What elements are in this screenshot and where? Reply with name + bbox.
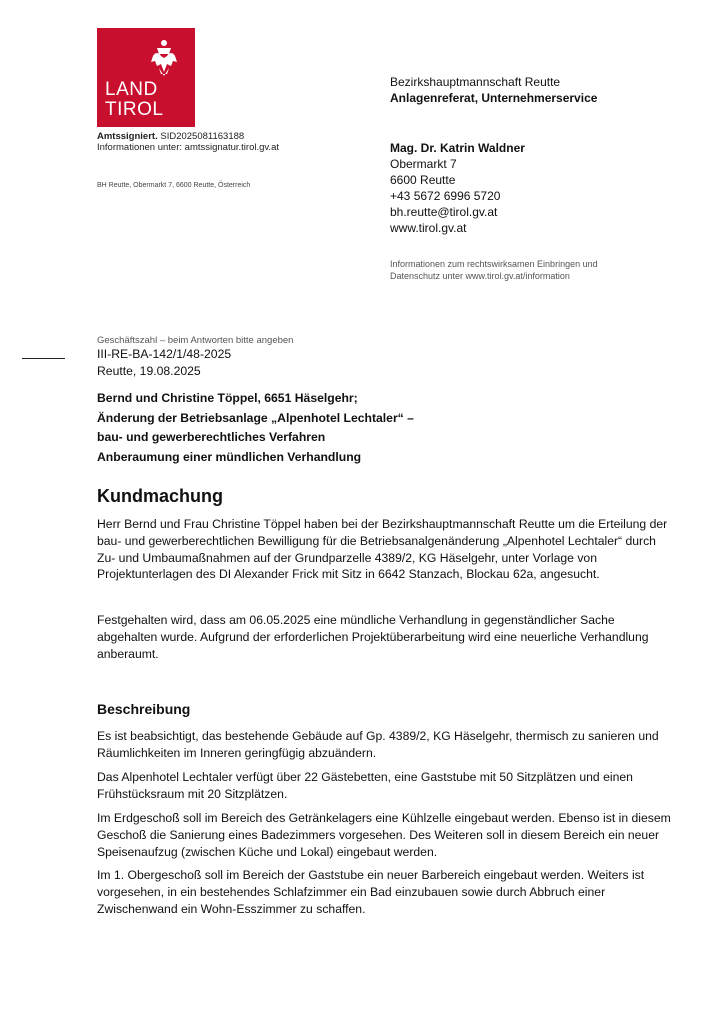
contact-phone: +43 5672 6996 5720: [390, 189, 501, 203]
subject-line: Anberaumung einer mündlichen Verhandlung: [97, 449, 362, 464]
signature-info: Informationen unter: amtssignatur.tirol.gv.at: [97, 142, 279, 153]
text-line: Zu- und Umbaumaßnahmen auf der Grundparzelle 4389/2, KG Häselgehr, unter Vorlage von: [97, 550, 597, 565]
text-line: Projektunterlagen des DI Alexander Frick mit Sitz in 6642 Stanzach, Blockau 62a, angesucht.: [97, 567, 600, 582]
description-paragraph-2: [97, 769, 633, 803]
contact-block: [390, 140, 525, 236]
section-title: Beschreibung: [97, 701, 191, 717]
text-line: abgehalten wurde. Aufgrund der erforderlichen Projektüberarbeitung wird eine neuerliche Verhandlung: [97, 629, 649, 644]
document-title: Kundmachung: [97, 486, 223, 506]
text-line: Im 1. Obergeschoß soll im Bereich der Gaststube ein neuer Barbereich eingebaut werden. Weiters ist: [97, 868, 645, 882]
subject-line: bau- und gewerberechtliches Verfahren: [97, 430, 326, 444]
authority-department: Anlagenreferat, Unternehmerservice: [390, 91, 598, 105]
text-line: Festgehalten wird, dass am 06.05.2025 eine mündliche Verhandlung in gegenständlicher Sache: [97, 613, 615, 627]
intro-paragraph: [97, 516, 667, 583]
reference-date: Reutte, 19.08.2025: [97, 363, 201, 378]
subject-line: Änderung der Betriebsanlage „Alpenhotel Lechtaler“ –: [97, 410, 414, 425]
authority-name: Bezirkshauptmannschaft Reutte: [390, 75, 561, 89]
text-line: Zwischenwand ein Wohn-Esszimmer zu schaffen.: [97, 901, 366, 916]
text-line: bau- und gewerberechtlichen Bewilligung für die Betriebsanalgenänderung „Alpenhotel Lechtaler“ durch: [97, 533, 656, 548]
text-line: vorgesehen, in ein bestehendes Schlafzimmer ein Bad einzubauen sowie durch Abbruch einer: [97, 884, 606, 899]
reference-number: III-RE-BA-142/1/48-2025: [97, 347, 232, 361]
privacy-note-line-2: Datenschutz unter www.tirol.gv.at/information: [390, 271, 570, 281]
contact-web[interactable]: www.tirol.gv.at: [390, 221, 467, 235]
text-line: Es ist beabsichtigt, das bestehende Gebäude auf Gp. 4389/2, KG Häselgehr, thermisch zu sanieren und: [97, 729, 659, 743]
description-paragraph-4: [97, 867, 644, 917]
signature-label: Amtssigniert.: [97, 131, 158, 142]
privacy-note: [390, 258, 598, 282]
subject-block: [97, 389, 414, 467]
subject-line: Bernd und Christine Töppel, 6651 Häselgehr;: [97, 391, 358, 405]
text-line: Speisenaufzug (zwischen Küche und Lokal) eingebaut werden.: [97, 844, 438, 859]
authority-block: [390, 74, 597, 106]
contact-person: Mag. Dr. Katrin Waldner: [390, 141, 525, 155]
description-paragraph-3: [97, 810, 671, 860]
logo-line-1: LAND: [105, 79, 158, 100]
description-paragraph-1: [97, 728, 659, 762]
text-line: Frühstücksraum mit 20 Sitzplätzen.: [97, 786, 288, 801]
text-line: anberaumt.: [97, 646, 159, 661]
logo-line-2: TIROL: [105, 99, 164, 120]
contact-email[interactable]: bh.reutte@tirol.gv.at: [390, 205, 498, 219]
land-tirol-logo: [97, 28, 195, 127]
signature-block: [97, 131, 279, 153]
sender-address-line: BH Reutte, Obermarkt 7, 6600 Reutte, Österreich: [97, 182, 251, 189]
reference-block: [97, 346, 231, 380]
text-line: Das Alpenhotel Lechtaler verfügt über 22 Gästebetten, eine Gaststube mit 50 Sitzplätzen und einen: [97, 770, 633, 784]
note-paragraph: [97, 612, 649, 662]
fold-mark: [22, 358, 65, 359]
reference-label: Geschäftszahl – beim Antworten bitte angeben: [97, 335, 294, 346]
text-line: Geschoß die Sanierung eines Badezimmers vorgesehen. Des Weiteren soll in diesem Bereich ein neuer: [97, 827, 660, 842]
text-line: Im Erdgeschoß soll im Bereich des Getränkelagers eine Kühlzelle eingebaut werden. Ebenso ist in diesem: [97, 811, 671, 825]
contact-city: 6600 Reutte: [390, 173, 456, 187]
privacy-note-line-1: Informationen zum rechtswirksamen Einbringen und: [390, 259, 598, 269]
text-line: Räumlichkeiten im Inneren geringfügig abzuändern.: [97, 745, 377, 760]
text-line: Herr Bernd und Frau Christine Töppel haben bei der Bezirkshauptmannschaft Reutte um die Erteilung der: [97, 517, 668, 531]
signature-id: SID2025081163188: [160, 131, 245, 142]
contact-street: Obermarkt 7: [390, 157, 457, 171]
